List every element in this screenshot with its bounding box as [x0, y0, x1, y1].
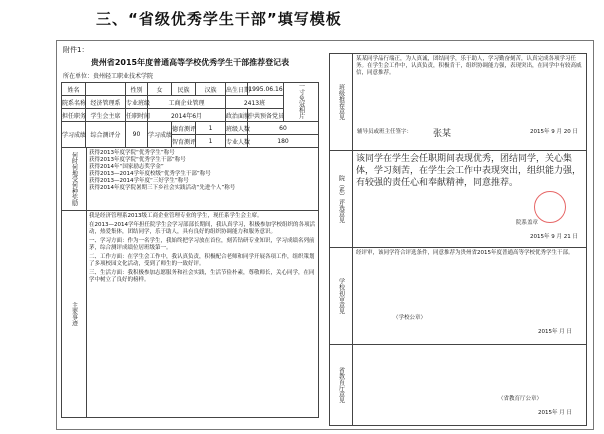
province-date: 2015年 月 日: [538, 410, 572, 416]
deeds-label: 主要事迹: [62, 211, 87, 417]
class-opinion-label: 班级推荐意见: [330, 54, 353, 150]
photo-label: 一寸免冠相片: [297, 83, 305, 119]
honor-item: 获得2013年度学院“优秀学生干部”称号: [89, 157, 186, 163]
class-date: 2015年 9 月 20 日: [530, 129, 578, 135]
honor-item: 获得2014年“国家励志奖学金”: [89, 164, 164, 170]
cell: 院系名称: [62, 96, 86, 109]
honor-item: 获得2013年度学院“优秀学生”称号: [89, 150, 175, 156]
honor-item: 获得2014年度学院暑期三下乡社会实践活动“先进个人”称号: [89, 185, 236, 191]
dept-date: 2015年 9 月 21 日: [530, 234, 578, 240]
page-heading: 三、“省级优秀学生干部”填写模板: [96, 10, 342, 28]
deeds-paragraph: 一、学习方面：作为一名学生，我始终把学习放在首位，刻苦钻研专业知识，学习成绩名列前茅，综合测评成绩位居班级第一。: [89, 238, 315, 251]
school-date: 2015年 月 日: [538, 329, 572, 335]
dept-opinion-label: 院（系）评选意见: [330, 151, 353, 247]
dept-opinion-text: 该同学在学生会任职期间表现优秀，团结同学，关心集体，学习刻苦，在学生会工作中表现突出，组织能力强，有较强的责任心和奉献精神，同意推荐。: [356, 154, 582, 188]
form-sheet: [56, 40, 594, 430]
cell: 工商企业管理: [148, 96, 226, 109]
deeds-block: [61, 211, 319, 418]
cell: 班级人数: [226, 122, 248, 135]
cell: 中共预备党员: [248, 109, 284, 122]
info-table: [61, 82, 319, 148]
cell: 性别: [126, 83, 148, 96]
unit-line: 所在单位：贵州轻工职业技术学院: [63, 73, 154, 80]
province-seal-label: （省教育厅公章）: [497, 396, 542, 402]
honor-item: 获得2013—2014学年度校级“优秀学生干部”称号: [89, 171, 211, 177]
class-signer-label: 辅导员或班主任签字：: [357, 129, 413, 135]
school-seal-label: （学校公章）: [393, 315, 427, 321]
cell: 1: [196, 122, 226, 135]
dept-opinion-row: [329, 151, 587, 248]
cell: 任职时间: [126, 109, 148, 122]
deeds-paragraph: 我是经济管理系2013级工商企业管理专业的学生，现任系学生会主席。: [89, 213, 263, 219]
dept-seal-label: 院系盖章: [515, 220, 538, 226]
cell: 综合测评分: [86, 122, 126, 148]
school-opinion-label: 学校初审意见: [330, 248, 353, 344]
cell: 专业人数: [226, 135, 248, 148]
school-opinion-text: 经评审，该同学符合评选条件，同意推荐为贵州省2015年度普通高等学校优秀学生干部。: [356, 250, 574, 256]
photo-cell: [284, 83, 319, 122]
cell: 学习成绩: [148, 122, 172, 148]
red-seal-icon: [534, 191, 566, 223]
deeds-paragraph: 在2013—2014学年担任院学生会学习部部长期间，我认真学习，积极参加学校组织的各项活动，热爱集体，团结同学，乐于助人，具有良好的组织协调能力和服务意识。: [89, 222, 315, 235]
class-opinion-row: [329, 53, 587, 151]
school-opinion-body: [353, 248, 586, 344]
cell: 汉族: [196, 83, 226, 96]
cell: 担任职务: [62, 109, 86, 122]
cell: 90: [126, 122, 148, 148]
deeds-paragraph: 三、生活方面：我积极参加志愿服务和社会实践，生活节俭朴素，尊敬师长，关心同学，在同学中树立了良好的榜样。: [89, 270, 315, 283]
cell: [86, 83, 126, 96]
cell: 智育测评: [172, 135, 196, 148]
cell: 60: [248, 122, 319, 135]
class-opinion-body: [353, 54, 586, 150]
province-opinion-body: [353, 345, 586, 425]
honors-block: [61, 148, 319, 211]
cell: 学习成绩: [62, 122, 86, 148]
cell: 学生会主席: [86, 109, 126, 122]
dept-opinion-body: [353, 151, 586, 247]
left-page: [61, 53, 319, 425]
class-signature: 张某: [433, 129, 452, 139]
cell: 姓名: [62, 83, 86, 96]
school-opinion-row: [329, 248, 587, 345]
right-page: [329, 53, 587, 425]
cell: 1: [196, 135, 226, 148]
cell: 180: [248, 135, 319, 148]
class-opinion-text: 某某同学品行端正，为人真诚，团结同学，乐于助人，学习勤奋刻苦，认真完成各项学习任务。在学生会工作中，认真负责，积极肯干，组织协调能力强，表现突出，在同学中有较高威信，同意推荐。: [356, 56, 582, 76]
cell: 2014年6月: [148, 109, 226, 122]
cell: 专业班级: [126, 96, 148, 109]
deeds-text: [87, 211, 318, 417]
honor-item: 获得2013—2014学年度“三好学生”称号: [89, 178, 189, 184]
cell: 女: [148, 83, 172, 96]
cell: 政治面貌: [226, 109, 248, 122]
honors-list: [87, 148, 318, 210]
cell: 经济管理系: [86, 96, 126, 109]
cell: 民族: [172, 83, 196, 96]
cell: 2413班: [226, 96, 284, 109]
cell: 1995.06.16: [248, 83, 284, 96]
cell: 出生日期: [226, 83, 248, 96]
cell: 德育测评: [172, 122, 196, 135]
appendix-label: 附件1：: [63, 46, 89, 54]
deeds-paragraph: 二、工作方面：在学生会工作中，我认真负责，积极配合老师和同学开展各项工作，组织策划了多项校园文化活动，受到了师生的一致好评。: [89, 254, 315, 267]
province-opinion-label: 省教育厅意见: [330, 345, 353, 425]
form-title: 贵州省2015年度普通高等学校优秀学生干部推荐登记表: [90, 58, 290, 67]
honors-label: 何时何地受何种奖励: [62, 148, 87, 210]
province-opinion-row: [329, 345, 587, 426]
